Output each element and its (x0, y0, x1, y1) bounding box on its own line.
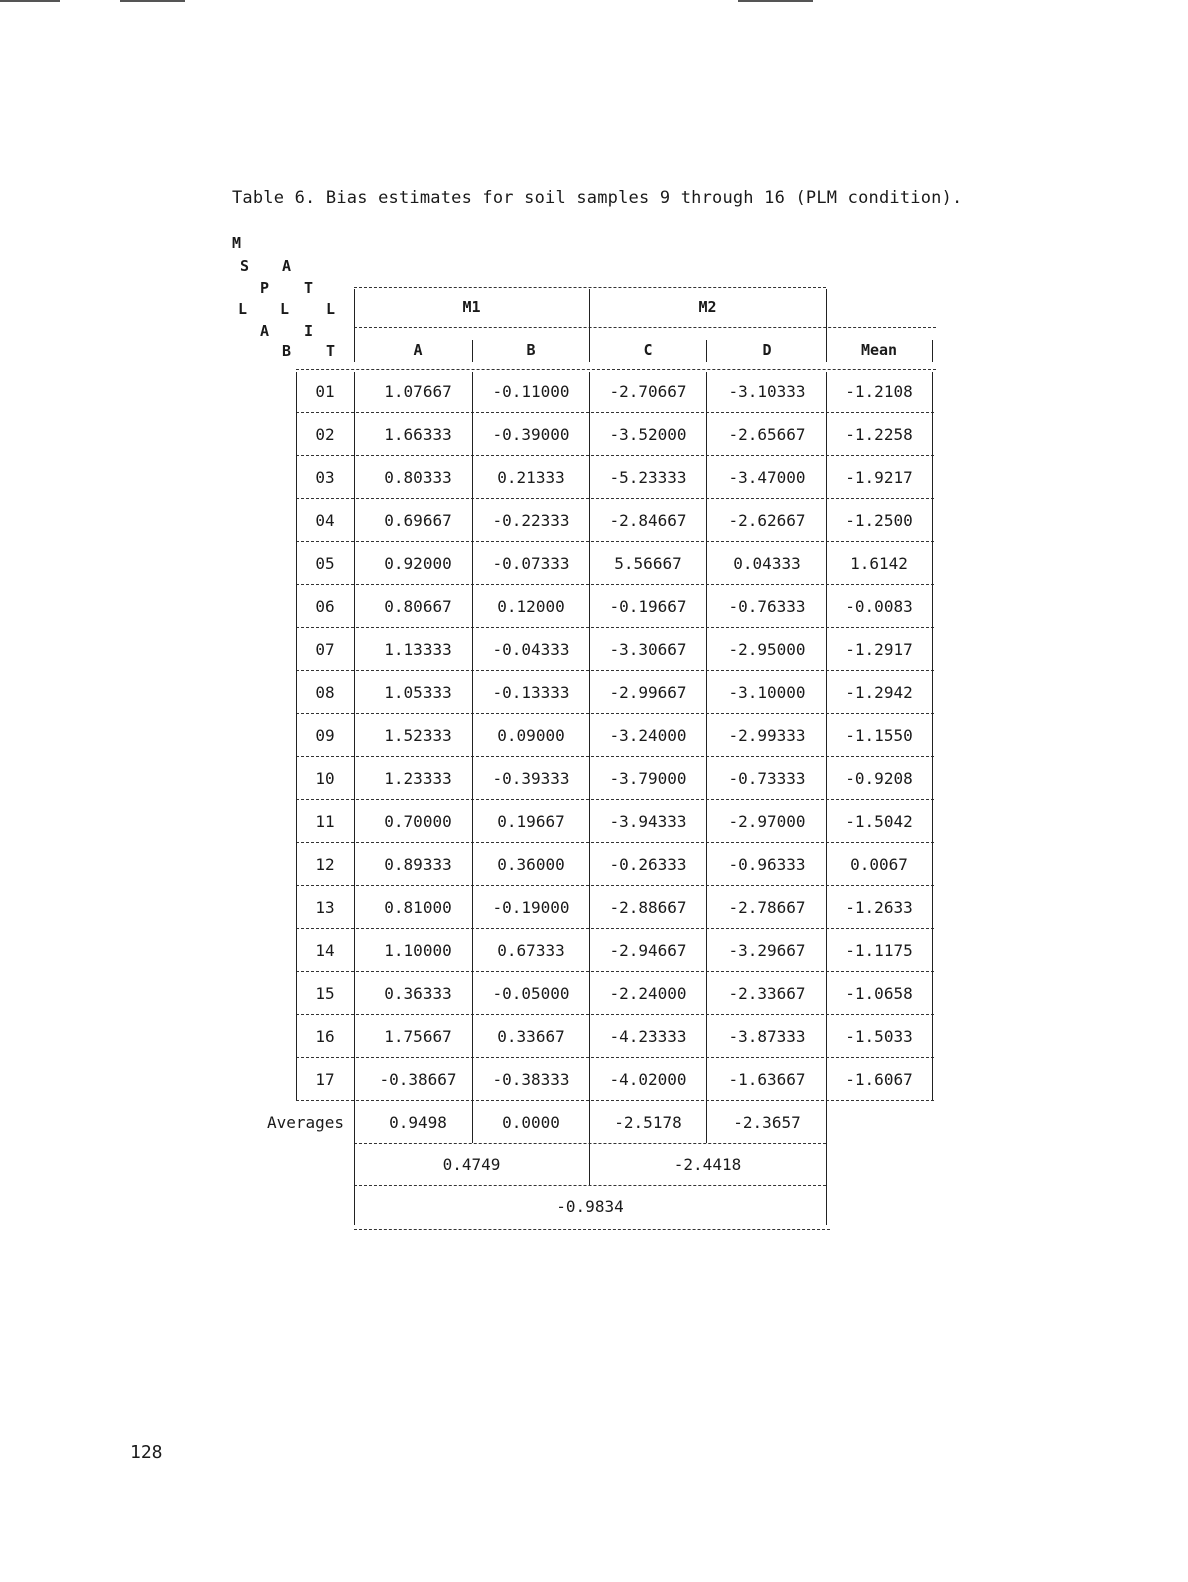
value-cell: -3.94333 (609, 812, 687, 831)
value-cell: 0.33667 (497, 1027, 565, 1046)
value-cell: -2.33667 (728, 984, 806, 1003)
table-caption: Table 6. Bias estimates for soil samples 9 through 16 (PLM condition). (232, 188, 963, 208)
lab-id-cell: 15 (315, 984, 335, 1003)
value-cell: -0.73333 (728, 769, 806, 788)
value-cell: 0.69667 (384, 511, 452, 530)
value-cell: -0.19667 (609, 597, 687, 616)
value-cell: -3.10000 (728, 683, 806, 702)
column-separator (706, 372, 707, 1100)
stub-header-letter: A (260, 322, 270, 340)
divider-line (296, 756, 934, 757)
divider-line (354, 287, 826, 288)
value-cell: -0.39333 (492, 769, 570, 788)
value-cell: -2.94667 (609, 941, 687, 960)
column-separator (589, 1143, 590, 1185)
value-cell: -2.24000 (609, 984, 687, 1003)
lab-id-cell: 17 (315, 1070, 335, 1089)
lab-id-cell: 14 (315, 941, 335, 960)
column-separator (706, 1100, 707, 1143)
divider-line (296, 541, 934, 542)
value-cell: -0.07333 (492, 554, 570, 573)
lab-id-cell: 11 (315, 812, 335, 831)
column-separator (826, 372, 827, 1100)
value-cell: 0.67333 (497, 941, 565, 960)
value-cell: 0.0067 (850, 855, 908, 874)
scan-edge-mark (120, 0, 185, 2)
column-separator (472, 372, 473, 1100)
value-cell: 0.04333 (733, 554, 801, 573)
value-cell: -0.13333 (492, 683, 570, 702)
value-cell: 5.56667 (614, 554, 682, 573)
column-separator (826, 289, 827, 362)
value-cell: 0.21333 (497, 468, 565, 487)
value-cell: -2.70667 (609, 382, 687, 401)
method-average-cell: 0.4749 (442, 1155, 501, 1174)
divider-line (296, 670, 934, 671)
value-cell: -1.63667 (728, 1070, 806, 1089)
value-cell: 0.80333 (384, 468, 452, 487)
value-cell: 0.81000 (384, 898, 452, 917)
value-cell: -2.99667 (609, 683, 687, 702)
divider-line (296, 928, 934, 929)
scan-edge-mark (738, 0, 813, 2)
column-separator (706, 340, 707, 362)
value-cell: -3.87333 (728, 1027, 806, 1046)
column-separator (932, 372, 933, 1100)
lab-id-cell: 06 (315, 597, 335, 616)
value-cell: -1.2500 (845, 511, 913, 530)
divider-line (296, 799, 934, 800)
value-cell: -1.9217 (845, 468, 913, 487)
value-cell: 1.66333 (384, 425, 452, 444)
value-cell: -1.1550 (845, 726, 913, 745)
value-cell: -1.2633 (845, 898, 913, 917)
stub-header-letter: L (326, 300, 336, 318)
value-cell: -0.04333 (492, 640, 570, 659)
lab-id-cell: 02 (315, 425, 335, 444)
column-separator (826, 1143, 827, 1185)
stub-header-letter: L (280, 300, 290, 318)
lab-id-cell: 04 (315, 511, 335, 530)
value-cell: 0.89333 (384, 855, 452, 874)
lab-id-cell: 03 (315, 468, 335, 487)
value-cell: -0.96333 (728, 855, 806, 874)
lab-id-cell: 05 (315, 554, 335, 573)
value-cell: 0.12000 (497, 597, 565, 616)
value-cell: 1.6142 (850, 554, 908, 573)
value-cell: 1.10000 (384, 941, 452, 960)
lab-id-cell: 07 (315, 640, 335, 659)
divider-line (354, 1229, 830, 1230)
value-cell: -4.02000 (609, 1070, 687, 1089)
column-separator (354, 1143, 355, 1185)
scan-edge-mark (0, 0, 60, 2)
divider-line (296, 498, 934, 499)
value-cell: -4.23333 (609, 1027, 687, 1046)
value-cell: -1.5042 (845, 812, 913, 831)
value-cell: 0.36333 (384, 984, 452, 1003)
value-cell: -1.2258 (845, 425, 913, 444)
value-cell: -1.5033 (845, 1027, 913, 1046)
average-value-cell: -2.3657 (733, 1113, 801, 1132)
value-cell: 1.52333 (384, 726, 452, 745)
column-separator (354, 1185, 355, 1225)
value-cell: 0.80667 (384, 597, 452, 616)
method-group-header: M2 (698, 298, 717, 316)
value-cell: 1.07667 (384, 382, 452, 401)
value-cell: -3.47000 (728, 468, 806, 487)
value-cell: -3.79000 (609, 769, 687, 788)
divider-line (354, 1143, 826, 1144)
value-cell: -3.24000 (609, 726, 687, 745)
overall-average-cell: -0.9834 (556, 1197, 624, 1216)
stub-header-letter: I (304, 322, 314, 340)
value-cell: 0.70000 (384, 812, 452, 831)
stub-header-letter: T (326, 342, 336, 360)
method-group-header: M1 (462, 298, 481, 316)
column-separator (826, 1185, 827, 1225)
column-separator (472, 340, 473, 362)
column-separator (472, 1100, 473, 1143)
column-header: C (643, 341, 653, 359)
column-header: D (762, 341, 772, 359)
value-cell: -3.10333 (728, 382, 806, 401)
column-header: A (413, 341, 423, 359)
divider-line (296, 412, 934, 413)
value-cell: -0.0083 (845, 597, 913, 616)
value-cell: -0.38667 (379, 1070, 457, 1089)
lab-id-cell: 16 (315, 1027, 335, 1046)
average-value-cell: 0.0000 (502, 1113, 560, 1132)
divider-line (296, 713, 934, 714)
value-cell: -3.29667 (728, 941, 806, 960)
value-cell: -3.30667 (609, 640, 687, 659)
lab-id-cell: 08 (315, 683, 335, 702)
value-cell: 1.75667 (384, 1027, 452, 1046)
column-header: Mean (860, 341, 898, 359)
divider-line (296, 1014, 934, 1015)
lab-id-cell: 13 (315, 898, 335, 917)
value-cell: -1.6067 (845, 1070, 913, 1089)
average-value-cell: -2.5178 (614, 1113, 682, 1132)
divider-line (354, 327, 936, 328)
value-cell: 0.09000 (497, 726, 565, 745)
value-cell: -2.84667 (609, 511, 687, 530)
stub-header-letter: M (232, 234, 242, 252)
value-cell: -2.99333 (728, 726, 806, 745)
column-separator (354, 372, 355, 1100)
column-separator (296, 372, 297, 1100)
value-cell: 1.13333 (384, 640, 452, 659)
divider-line (296, 842, 934, 843)
divider-line (296, 971, 934, 972)
value-cell: -2.78667 (728, 898, 806, 917)
divider-line (296, 455, 934, 456)
divider-line (296, 1057, 934, 1058)
method-average-cell: -2.4418 (673, 1155, 742, 1174)
lab-id-cell: 09 (315, 726, 335, 745)
value-cell: -5.23333 (609, 468, 687, 487)
divider-line (296, 584, 934, 585)
value-cell: -1.2917 (845, 640, 913, 659)
divider-line (296, 627, 934, 628)
value-cell: 1.23333 (384, 769, 452, 788)
value-cell: -2.62667 (728, 511, 806, 530)
stub-header-letter: S (240, 257, 250, 275)
column-separator (589, 1100, 590, 1143)
value-cell: -0.38333 (492, 1070, 570, 1089)
value-cell: -0.22333 (492, 511, 570, 530)
value-cell: -0.39000 (492, 425, 570, 444)
averages-label: Averages (266, 1113, 344, 1132)
value-cell: -3.52000 (609, 425, 687, 444)
value-cell: 0.92000 (384, 554, 452, 573)
stub-header-letter: L (238, 300, 248, 318)
divider-line (296, 369, 936, 370)
column-separator (826, 1100, 827, 1143)
value-cell: 0.36000 (497, 855, 565, 874)
divider-line (296, 1100, 934, 1101)
value-cell: -0.76333 (728, 597, 806, 616)
column-separator (932, 340, 933, 362)
divider-line (354, 1185, 826, 1186)
stub-header-letter: T (304, 279, 314, 297)
value-cell: -2.88667 (609, 898, 687, 917)
value-cell: -0.19000 (492, 898, 570, 917)
lab-id-cell: 12 (315, 855, 335, 874)
value-cell: -1.2108 (845, 382, 913, 401)
column-separator (589, 372, 590, 1100)
value-cell: -1.0658 (845, 984, 913, 1003)
stub-header-letter: P (260, 279, 270, 297)
value-cell: -1.1175 (845, 941, 913, 960)
divider-line (296, 885, 934, 886)
value-cell: -0.11000 (492, 382, 570, 401)
column-separator (354, 1100, 355, 1143)
value-cell: -2.97000 (728, 812, 806, 831)
average-value-cell: 0.9498 (389, 1113, 447, 1132)
page-number: 128 (130, 1442, 163, 1463)
value-cell: -0.05000 (492, 984, 570, 1003)
value-cell: -2.65667 (728, 425, 806, 444)
value-cell: -0.9208 (845, 769, 913, 788)
value-cell: -0.26333 (609, 855, 687, 874)
value-cell: -2.95000 (728, 640, 806, 659)
lab-id-cell: 01 (315, 382, 335, 401)
value-cell: 0.19667 (497, 812, 565, 831)
stub-header-letter: B (282, 342, 292, 360)
stub-header-letter: A (282, 257, 292, 275)
column-header: B (526, 341, 536, 359)
value-cell: 1.05333 (384, 683, 452, 702)
value-cell: -1.2942 (845, 683, 913, 702)
lab-id-cell: 10 (315, 769, 335, 788)
